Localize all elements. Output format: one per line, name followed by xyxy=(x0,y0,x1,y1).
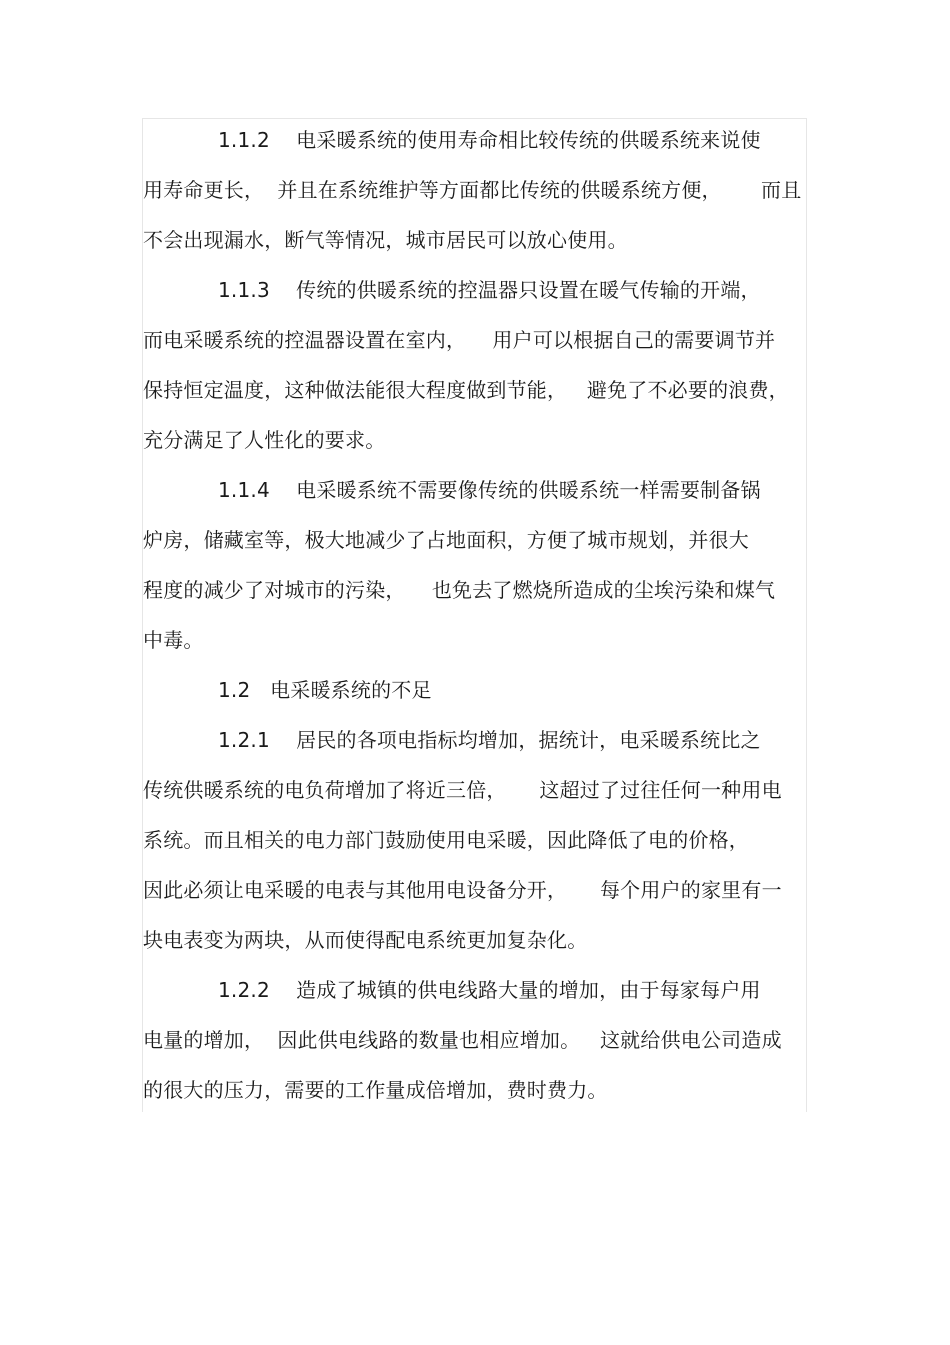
section-heading: 1.2 电采暖系统的不足 xyxy=(218,678,432,702)
text-line: 炉房，储藏室等，极大地减少了占地面积，方便了城市规划，并很大 xyxy=(143,528,749,552)
text-line: 1.1.4 电采暖系统不需要像传统的供暖系统一样需要制备锅 xyxy=(218,478,761,502)
text-line: 不会出现漏水，断气等情况，城市居民可以放心使用。 xyxy=(143,228,628,252)
text-line: 1.2.2 造成了城镇的供电线路大量的增加，由于每家每户用 xyxy=(218,978,761,1002)
text-line: 1.1.2 电采暖系统的使用寿命相比较传统的供暖系统来说使 xyxy=(218,128,761,152)
text-line: 块电表变为两块，从而使得配电系统更加复杂化。 xyxy=(143,928,588,952)
text-line: 中毒。 xyxy=(143,628,204,652)
text-line: 而电采暖系统的控温器设置在室内， 用户可以根据自己的需要调节并 xyxy=(143,328,776,352)
text-line: 充分满足了人性化的要求。 xyxy=(143,428,386,452)
text-line: 因此必须让电采暖的电表与其他用电设备分开， 每个用户的家里有一 xyxy=(143,878,782,902)
text-line: 1.1.3 传统的供暖系统的控温器只设置在暖气传输的开端， xyxy=(218,278,761,302)
text-line: 系统。而且相关的电力部门鼓励使用电采暖，因此降低了电的价格， xyxy=(143,828,749,852)
text-line: 的很大的压力，需要的工作量成倍增加，费时费力。 xyxy=(143,1078,608,1102)
text-line: 传统供暖系统的电负荷增加了将近三倍， 这超过了过往任何一种用电 xyxy=(143,778,782,802)
text-line: 保持恒定温度，这种做法能很大程度做到节能， 避免了不必要的浪费， xyxy=(143,378,789,402)
text-line: 电量的增加， 因此供电线路的数量也相应增加。 这就给供电公司造成 xyxy=(143,1028,782,1052)
text-line: 用寿命更长， 并且在系统维护等方面都比传统的供暖系统方便， 而且 xyxy=(143,178,802,202)
text-line: 1.2.1 居民的各项电指标均增加，据统计，电采暖系统比之 xyxy=(218,728,761,752)
page-frame xyxy=(142,118,807,1112)
text-line: 程度的减少了对城市的污染， 也免去了燃烧所造成的尘埃污染和煤气 xyxy=(143,578,776,602)
